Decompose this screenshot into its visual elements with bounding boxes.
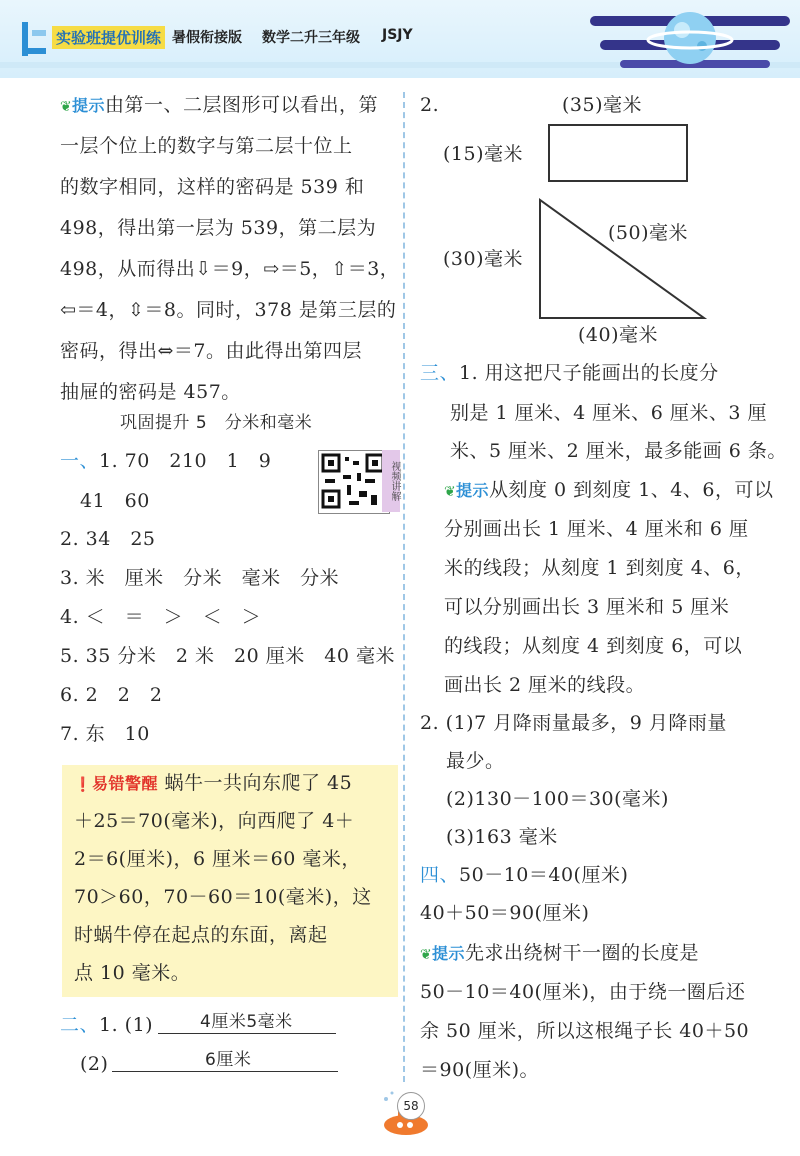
hint-line-7: 密码，得出⇔＝7。由此得出第四层 (60, 340, 363, 362)
warn-line-5: 时蜗牛停在起点的东面，离起 (74, 924, 328, 946)
answer-line-1: 一、1. 70 210 1 9 (60, 450, 272, 472)
planet-illustration-icon (590, 6, 790, 74)
hint-line-2: 一层个位上的数字与第二层十位上 (60, 135, 353, 157)
warning-icon: ❗ (74, 777, 92, 793)
hint2-line-1: ❦提示从刻度 0 到刻度 1、4、6，可以 (444, 479, 774, 501)
triangle-bottom-label: (40)毫米 (578, 324, 659, 346)
rectangle-figure (548, 124, 688, 182)
hint2-line-3: 米的线段；从刻度 1 到刻度 4、6， (444, 557, 755, 579)
hint3-line-1: ❦提示先求出绕树干一圈的长度是 (420, 942, 700, 964)
hint-label: 提示 (72, 96, 106, 115)
hint3-label: 提示 (432, 944, 466, 963)
answer-line-5: 4. ＜ ＝ ＞ ＜ ＞ (60, 606, 262, 628)
hint-line-4: 498，得出第一层为 539，第二层为 (60, 217, 377, 239)
section-three-line-2: 别是 1 厘米、4 厘米、6 厘米、3 厘 (450, 402, 768, 424)
answer-line-6: 5. 35 分米 2 米 20 厘米 40 毫米 (60, 645, 395, 667)
warn-label: 易错警醒 (91, 774, 158, 793)
triangle-hyp-label: (50)毫米 (608, 222, 689, 244)
warn-line-6: 点 10 毫米。 (74, 962, 191, 984)
hint2-line-5: 的线段；从刻度 4 到刻度 6，可以 (444, 635, 743, 657)
hint-line-1: ❦提示由第一、二层图形可以看出，第 (60, 94, 379, 116)
warn-line-1: ❗易错警醒 蜗牛一共向东爬了 45 (74, 772, 353, 794)
leaf-icon: ❦ (420, 947, 433, 963)
q2-answer-line-3: (2)130－100＝30(毫米) (446, 788, 669, 810)
triangle-figure (538, 198, 708, 320)
page-number: 58 (397, 1092, 425, 1120)
answer-blank-1 (158, 1033, 336, 1034)
press-label: JSJY (382, 27, 413, 43)
answer-line-2: 41 60 (80, 490, 150, 512)
warn-line-4: 70＞60，70－60＝10(毫米)，这 (74, 886, 372, 908)
section-two-mark: 二、 (60, 1014, 100, 1036)
column-divider (403, 92, 405, 1082)
corner-mark-icon (18, 18, 50, 60)
hint2-line-6: 画出长 2 厘米的线段。 (444, 674, 646, 696)
section-four-mark: 四、 (420, 864, 460, 886)
answer-line-3: 2. 34 25 (60, 528, 156, 550)
answer-blank-2 (112, 1071, 338, 1072)
submarine-icon (380, 1085, 500, 1145)
warn-line-2: ＋25＝70(毫米)，向西爬了 4＋ (74, 810, 355, 832)
triangle-left-label: (30)毫米 (443, 248, 524, 270)
brand-title: 实验班提优训练 (52, 26, 165, 49)
hint3-line-3: 余 50 厘米，所以这根绳子长 40＋50 (420, 1020, 750, 1042)
answer-line-7: 6. 2 2 2 (60, 684, 163, 706)
q2-answer-line-2: 最少。 (446, 750, 505, 772)
answer-line-8: 7. 东 10 (60, 723, 150, 745)
leaf-icon: ❦ (60, 99, 73, 115)
hint-line-3: 的数字相同，这样的密码是 539 和 (60, 176, 365, 198)
hint2-line-2: 分别画出长 1 厘米、4 厘米和 6 厘 (444, 518, 749, 540)
section-two-line-2: (2) (80, 1053, 109, 1075)
edition-label: 暑假衔接版 (172, 30, 242, 46)
rect-top-label: (35)毫米 (562, 94, 643, 116)
q2-answer-line-1: 2. (1)7 月降雨量最多，9 月降雨量 (420, 712, 727, 734)
qr-code-icon[interactable] (318, 450, 390, 514)
answer-6cm: 6厘米 (205, 1050, 252, 1070)
qr-video-tag: 视频讲解 (382, 450, 400, 512)
section-title: 巩固提升 5 分米和毫米 (120, 413, 313, 433)
q2-number: 2. (420, 94, 440, 116)
hint2-line-4: 可以分别画出长 3 厘米和 5 厘米 (444, 596, 730, 618)
section-three-line-1: 三、1. 用这把尺子能画出的长度分 (420, 362, 719, 384)
answer-line-4: 3. 米 厘米 分米 毫米 分米 (60, 567, 340, 589)
leaf-icon: ❦ (444, 484, 457, 500)
rect-left-label: (15)毫米 (443, 143, 524, 165)
section-two-line-1: 二、1. (1) (60, 1014, 154, 1036)
answer-4cm5mm: 4厘米5毫米 (200, 1012, 293, 1032)
warn-line-3: 2＝6(厘米)，6 厘米＝60 毫米， (74, 848, 361, 870)
section-one-mark: 一、 (60, 450, 100, 472)
hint-line-8: 抽屉的密码是 457。 (60, 381, 241, 403)
hint3-line-4: ＝90(厘米)。 (420, 1059, 540, 1081)
hint-line-6: ⇦＝4，⇳＝8。同时，378 是第三层的 (60, 299, 397, 321)
section-four-line-2: 40＋50＝90(厘米) (420, 902, 590, 924)
hint-line-5: 498，从而得出⇩＝9，⇨＝5，⇧＝3， (60, 258, 400, 280)
grade-label: 数学二升三年级 (262, 30, 360, 46)
section-three-mark: 三、 (420, 362, 460, 384)
q2-answer-line-4: (3)163 毫米 (446, 826, 558, 848)
section-four-line-1: 四、50－10＝40(厘米) (420, 864, 629, 886)
hint3-line-2: 50－10＝40(厘米)，由于绕一圈后还 (420, 981, 746, 1003)
section-three-line-3: 米、5 厘米、2 厘米，最多能画 6 条。 (450, 440, 787, 462)
hint2-label: 提示 (456, 481, 490, 500)
